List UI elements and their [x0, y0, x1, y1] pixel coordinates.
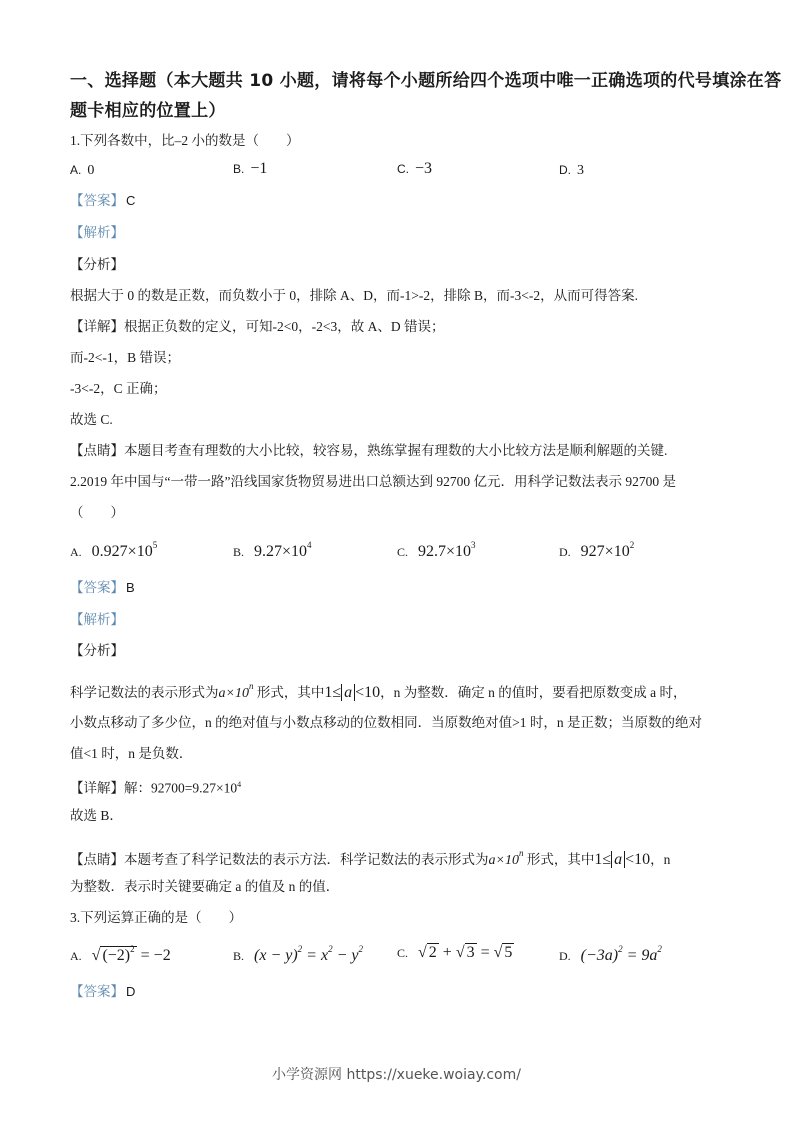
option-letter: D.	[559, 949, 571, 963]
q2-detail-row: 【详解】解：$92700=9.27\times 10^4$	[70, 780, 242, 797]
option-letter: A.	[70, 163, 82, 177]
option-value: √ $(-2)^2 = -2$	[91, 944, 171, 964]
answer-value: C	[126, 193, 136, 208]
q1-breakdown-text: 根据大于 0 的数是正数，而负数小于 0，排除 A、D，而-1>-2，排除 B，而-3<-2，从而可得答案.	[70, 288, 638, 303]
sqrt-icon: √ 3	[455, 944, 475, 961]
answer-label: 【答案】	[70, 580, 124, 596]
q1-option-a	[70, 162, 94, 179]
q1-detail-line: 而-2<-1，B 错误；	[70, 350, 180, 365]
q2-option-d	[559, 540, 634, 561]
answer-value: B	[126, 580, 135, 595]
answer-label: 【答案】	[70, 984, 124, 1000]
option-letter: C.	[397, 946, 409, 960]
comment-text: 本题目考查有理数的大小比较，较容易，熟练掌握有理数的大小比较方法是顺利解题的关键.	[124, 443, 668, 458]
q2-comment-line2: 为整数．表示时关键要确定 a 的值及 n 的值．	[70, 879, 340, 894]
breakdown-label: 【分析】	[70, 643, 124, 659]
q1-detail-line: 故选 C.	[70, 412, 113, 427]
sqrt-icon: √ 5	[493, 944, 513, 961]
comment-label: 【点睛】	[70, 852, 124, 868]
analysis-label: 【解析】	[70, 225, 124, 241]
answer-value: D	[126, 984, 136, 999]
option-value: $927\times 10^2$	[580, 540, 635, 560]
answer-label: 【答案】	[70, 193, 124, 209]
option-letter: B.	[233, 545, 245, 559]
q3-option-c	[397, 944, 514, 962]
q2-option-b	[233, 540, 312, 561]
q1-option-c	[397, 160, 432, 178]
option-value: 0	[87, 163, 95, 178]
q2-option-c	[397, 540, 476, 561]
detail-text: 根据正负数的定义，可知-2<0，-2<3，故 A、D 错误；	[124, 319, 445, 334]
q1-analysis-label-row	[70, 224, 124, 242]
option-letter: A.	[70, 545, 82, 559]
sqrt-icon: √ $(-2)^2$	[91, 944, 135, 964]
q1-breakdown-label-row	[70, 256, 124, 274]
option-letter: B.	[233, 162, 245, 176]
option-value: $92.7\times 10^3$	[418, 540, 476, 560]
footer-watermark: 小学资源网 https://xueke.woiay.com/	[272, 1067, 521, 1083]
detail-label: 【详解】	[70, 319, 124, 335]
q2-breakdown-line1: 科学记数法的表示形式为$a\times 10^n$ 形式，其中1≤ a <10，n 为整数．确定 n 的值时，要看把原数变成 a 时，	[70, 681, 687, 701]
section-heading-line1: 一、选择题（本大题共 10 小题，请将每个小题所给四个选项中唯一正确选项的代号填涂在答	[70, 71, 782, 91]
q1-option-b	[233, 160, 267, 178]
option-letter: C.	[397, 545, 409, 559]
q2-option-a	[70, 540, 157, 561]
sqrt-icon: √ 2	[418, 944, 437, 961]
formula: $a\times 10^n$	[488, 848, 524, 868]
q1-detail-line: -3<-2，C 正确；	[70, 381, 167, 396]
option-letter: D.	[559, 163, 571, 177]
q3-option-b	[233, 944, 363, 965]
question-3-stem: 3.下列运算正确的是（ ）	[70, 910, 243, 925]
option-value: $9.27\times 10^4$	[254, 540, 312, 560]
q3-option-d	[559, 944, 662, 965]
section-heading-line2: 题卡相应的位置上）	[70, 101, 226, 121]
option-letter: D.	[559, 545, 571, 559]
option-letter: B.	[233, 949, 245, 963]
q2-breakdown-line3: 值<1 时，n 是负数．	[70, 746, 193, 761]
q2-comment-row: 【点睛】本题考查了科学记数法的表示方法．科学记数法的表示形式为$a\times 10^n$ 形式，其中1≤ a <10，n	[70, 848, 671, 868]
q3-answer-row	[70, 983, 135, 1001]
q1-answer-row	[70, 192, 135, 210]
breakdown-label: 【分析】	[70, 257, 124, 273]
q1-option-d	[559, 162, 584, 179]
option-value: 3	[577, 163, 584, 178]
question-1-stem: 1.下列各数中，比–2 小的数是（ ）	[70, 133, 300, 148]
option-value: −1	[250, 160, 268, 177]
option-value: $(-3a)^2 = 9a^2$	[580, 944, 662, 964]
q1-detail-row	[70, 318, 444, 336]
q2-breakdown-label-row	[70, 642, 124, 660]
q2-answer-row	[70, 579, 135, 597]
q2-conclusion: 故选 B．	[70, 808, 123, 823]
inequality: 1≤ a <10	[324, 684, 381, 701]
question-2-stem-line2: （ ）	[70, 505, 124, 520]
question-2-stem-line1: 2.2019 年中国与“一带一路”沿线国家货物贸易进出口总额达到 92700 亿元．用科学记数法表示 92700 是	[70, 474, 676, 489]
formula: $a\times 10^n$	[218, 681, 254, 701]
option-value: $(x - y)^2 = x^2 - y^2$	[254, 944, 363, 964]
q1-comment-row	[70, 442, 667, 460]
option-letter: A.	[70, 949, 82, 963]
q2-breakdown-line2: 小数点移动了多少位，n 的绝对值与小数点移动的位数相同．当原数绝对值>1 时，n 是正数；当原数的绝对	[70, 715, 702, 730]
option-letter: C.	[397, 162, 409, 176]
q3-option-a	[70, 944, 171, 965]
inequality: 1≤ a <10	[594, 851, 651, 868]
q2-analysis-label-row	[70, 611, 124, 629]
option-value: √ 2 + √ 3 = √ 5	[418, 944, 513, 961]
option-value: $0.927\times 10^5$	[91, 540, 158, 560]
comment-label: 【点睛】	[70, 443, 124, 459]
detail-label: 【详解】	[70, 780, 124, 797]
analysis-label: 【解析】	[70, 612, 124, 628]
option-value: −3	[415, 160, 433, 177]
